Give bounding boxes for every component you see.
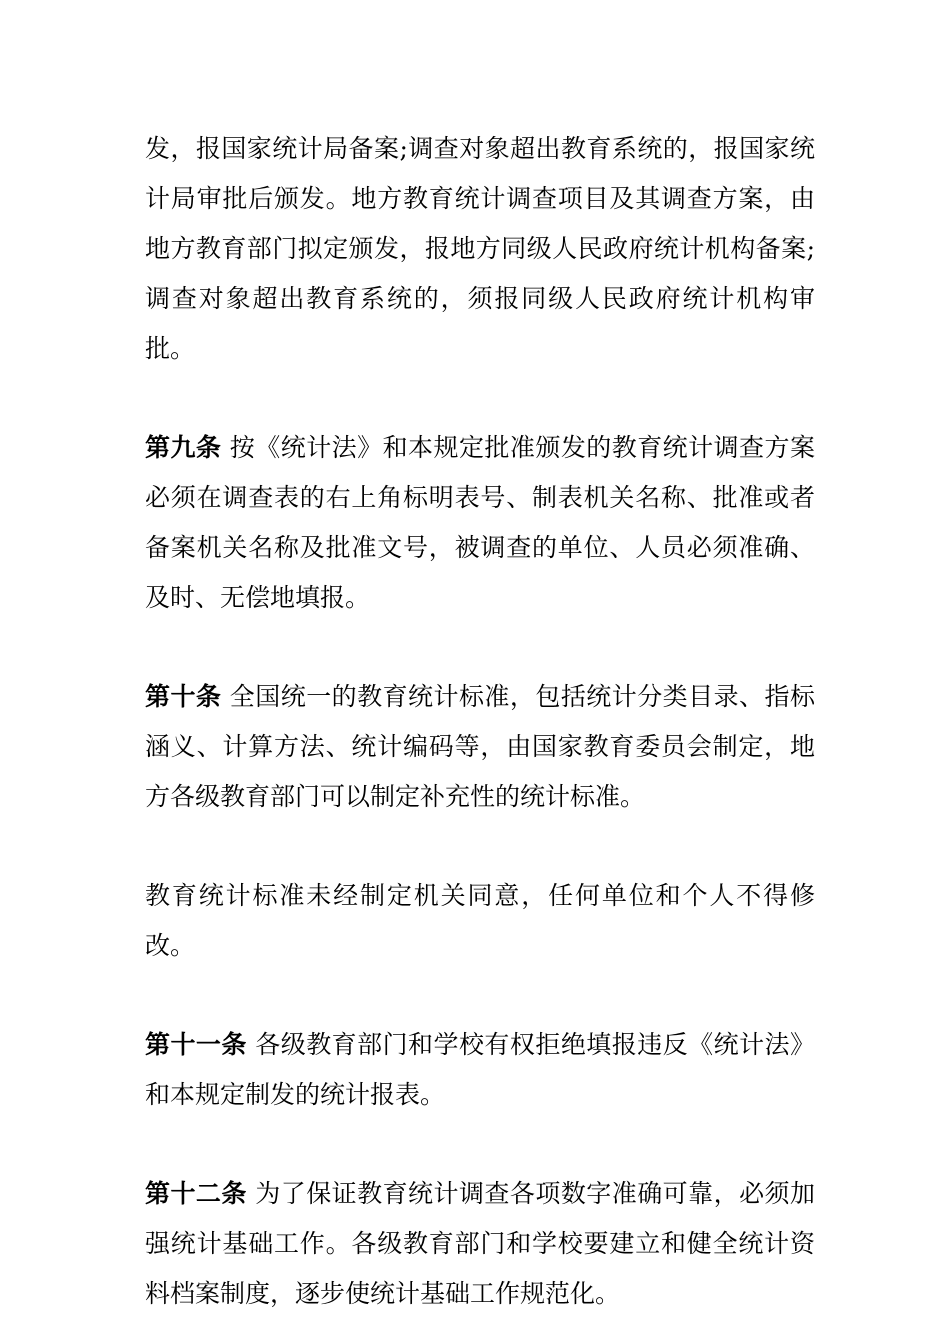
paragraph-text: 按《统计法》和本规定批准颁发的教育统计调查方案必须在调查表的右上角标明表号、制表机关名称、批准或者备案机关名称及批准文号，被调查的单位、人员必须准确、及时、无偿地填报。 (145, 433, 815, 612)
article-10-note (145, 871, 815, 971)
article-9 (145, 423, 815, 623)
article-label: 第十二条 (145, 1179, 247, 1208)
paragraph-continuation (145, 124, 815, 374)
paragraph-text: 各级教育部门和学校有权拒绝填报违反《统计法》和本规定制发的统计报表。 (145, 1030, 815, 1109)
paragraph-gap (145, 623, 815, 672)
paragraph-text: 全国统一的教育统计标准，包括统计分类目录、指标涵义、计算方法、统计编码等，由国家教育委员会制定，地方各级教育部门可以制定补充性的统计标准。 (145, 682, 815, 811)
article-label: 第十条 (145, 682, 222, 711)
article-12 (145, 1169, 815, 1319)
paragraph-gap (145, 971, 815, 1020)
paragraph-gap (145, 374, 815, 423)
article-label: 第十一条 (145, 1030, 247, 1059)
paragraph-text: 发，报国家统计局备案;调查对象超出教育系统的，报国家统计局审批后颁发。地方教育统计调查项目及其调查方案，由地方教育部门拟定颁发，报地方同级人民政府统计机构备案;调查对象超出教育系统的，须报同级人民政府统计机构审批。 (145, 134, 815, 363)
article-label: 第九条 (145, 433, 222, 462)
paragraph-gap (145, 822, 815, 871)
paragraph-text: 为了保证教育统计调查各项数字准确可靠，必须加强统计基础工作。各级教育部门和学校要建立和健全统计资料档案制度，逐步使统计基础工作规范化。 (145, 1179, 815, 1308)
document-page (145, 124, 815, 1319)
article-11 (145, 1020, 815, 1120)
paragraph-gap (145, 1120, 815, 1169)
paragraph-text: 教育统计标准未经制定机关同意，任何单位和个人不得修改。 (145, 881, 815, 960)
article-10 (145, 672, 815, 822)
